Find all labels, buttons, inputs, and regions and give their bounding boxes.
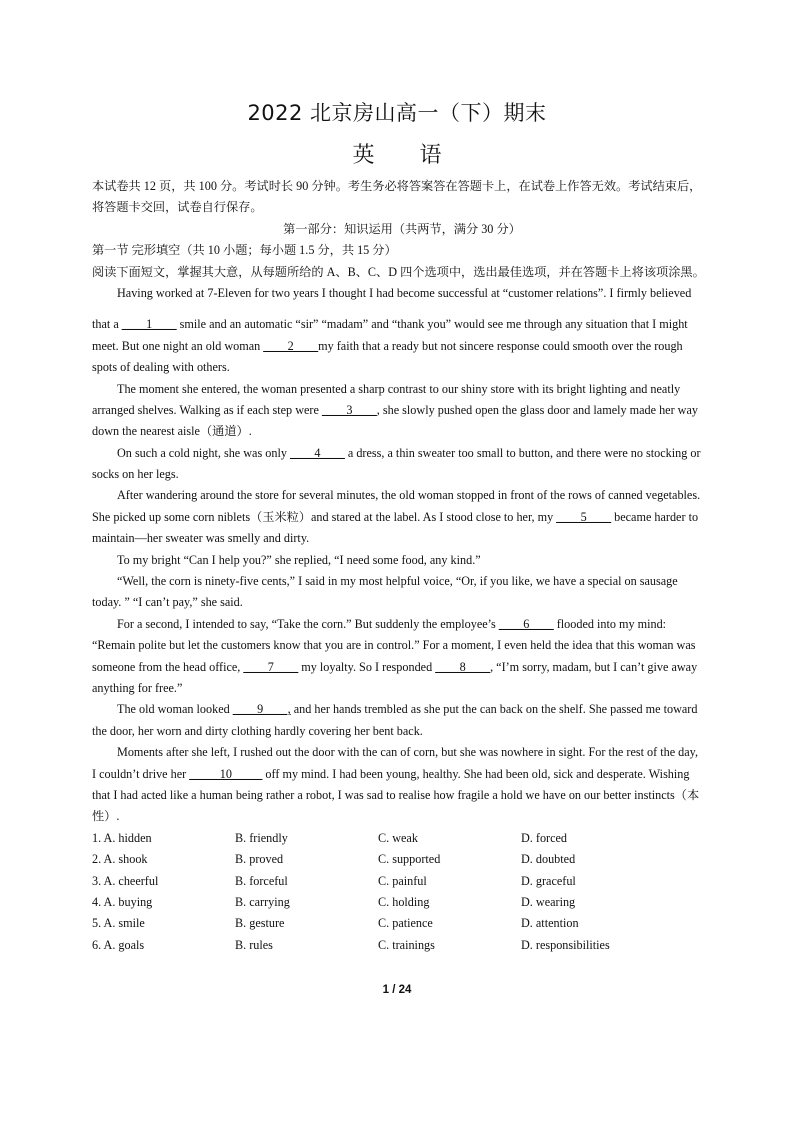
passage-line: She picked up some corn niblets（玉米粒）and stared at the label. As I stood close to her, my ____5____ became harder to xyxy=(92,509,699,524)
option-c: C. holding xyxy=(378,894,430,909)
passage-line: The old woman looked ____9____, and her hands trembled as she put the can back on the shelf. She passed me toward xyxy=(117,702,698,717)
option-c: C. weak xyxy=(378,830,418,845)
passage-line: The moment she entered, the woman presented a sharp contrast to our shiny store with its bright lighting and neatly xyxy=(117,381,681,396)
option-b: B. gesture xyxy=(235,916,285,931)
passage-line: meet. But one night an old woman ____2____my faith that a ready but not sincere response could smooth over the rough xyxy=(92,338,683,353)
option-d: D. wearing xyxy=(521,894,576,909)
option-c: C. painful xyxy=(378,873,427,888)
option-b: B. carrying xyxy=(235,894,290,909)
passage-line: For a second, I intended to say, “Take the corn.” But suddenly the employee’s ____6____ flooded into my mind: xyxy=(117,616,667,631)
passage-line: After wandering around the store for several minutes, the old woman stopped in front of the rows of canned vegetables. xyxy=(117,488,701,503)
blank-5: ____5____ xyxy=(556,509,612,524)
option-a: 2. A. shook xyxy=(92,852,148,867)
passage-line: spots of dealing with others. xyxy=(92,360,230,375)
option-b: B. friendly xyxy=(235,830,288,845)
exam-title: 2022 北京房山高一（下）期末 xyxy=(247,101,547,125)
passage-line: anything for free.” xyxy=(92,680,183,695)
passage-line: Having worked at 7-Eleven for two years I thought I had become successful at “customer relations”. I firmly believed xyxy=(117,285,692,300)
passage-line: socks on her legs. xyxy=(92,467,179,482)
blank-10: _____10_____ xyxy=(189,766,263,781)
passage-line: “Well, the corn is ninety-five cents,” I said in my most helpful voice, “Or, if you like, we have a special on sausage xyxy=(117,574,678,589)
passage-line: that I had acted like a human being rather a robot, I was sad to realise how fragile a hold we have on our better instincts（本 xyxy=(92,787,700,802)
option-d: D. forced xyxy=(521,830,568,845)
passage-line: I couldn’t drive her _____10_____ off my mind. I had been young, healthy. She had been old, sick and desperate. Wishing xyxy=(92,766,690,781)
option-d: D. graceful xyxy=(521,873,576,888)
passage-line: Moments after she left, I rushed out the door with the can of corn, but she was nowhere in sight. For the rest of the day, xyxy=(117,745,699,760)
option-c: C. patience xyxy=(378,916,433,931)
passage-line: today. ” “I can’t pay,” she said. xyxy=(92,595,243,610)
passage-line: down the nearest aisle（通道）. xyxy=(92,424,252,439)
options-grid xyxy=(92,828,712,956)
blank-9: ____9____, xyxy=(232,702,291,717)
blank-4: ____4____ xyxy=(289,445,345,460)
option-a: 1. A. hidden xyxy=(92,830,152,845)
exam-body xyxy=(92,176,712,956)
option-a: 4. A. buying xyxy=(92,894,153,909)
passage-line: someone from the head office, ____7____ my loyalty. So I responded ____8____, “I’m sorry, madam, but I can’t give away xyxy=(92,659,698,674)
option-b: B. forceful xyxy=(235,873,288,888)
part-heading: 第一部分：知识运用（共两节，满分 30 分） xyxy=(283,221,521,236)
passage-line: On such a cold night, she was only ____4____ a dress, a thin sweater too small to button, and there were no stocking or xyxy=(117,445,701,460)
option-d: D. responsibilities xyxy=(521,937,610,952)
option-d: D. doubted xyxy=(521,852,576,867)
passage-line: “Remain polite but let the customers know that you are in control.” For a moment, I even held the idea that this woman was xyxy=(92,638,696,653)
intro-line: 本试卷共 12 页，共 100 分。考试时长 90 分钟。考生务必将答案答在答题卡上，在试卷上作答无效。考试结束后， xyxy=(92,179,702,193)
option-c: C. trainings xyxy=(378,937,435,952)
blank-2: ____2____ xyxy=(263,338,319,353)
instruction-text: 阅读下面短文，掌握其大意，从每题所给的 A、B、C、D 四个选项中，选出最佳选项，并在答题卡上将该项涂黑。 xyxy=(92,264,705,279)
passage-line: that a ____1____ smile and an automatic “sir” “madam” and “thank you” would see me through any situation that I might xyxy=(92,317,688,332)
option-b: B. rules xyxy=(235,937,273,952)
passage-line: 性）. xyxy=(92,809,120,824)
blank-1: ____1____ xyxy=(121,317,177,332)
option-c: C. supported xyxy=(378,852,441,867)
option-d: D. attention xyxy=(521,916,579,931)
option-a: 5. A. smile xyxy=(92,916,145,931)
blank-3: ____3____ xyxy=(321,402,377,417)
passage-line: arranged shelves. Walking as if each step were ____3____, she slowly pushed open the glass door and lamely made her way xyxy=(92,402,698,417)
intro-line: 将答题卡交回，试卷自行保存。 xyxy=(92,200,263,215)
blank-6: ____6____ xyxy=(498,616,554,631)
blank-7: ____7____ xyxy=(243,659,299,674)
option-a: 3. A. cheerful xyxy=(92,873,159,888)
passage-line: the door, her worn and dirty clothing hardly covering her bent back. xyxy=(92,723,423,738)
passage-line: To my bright “Can I help you?” she replied, “I need some food, any kind.” xyxy=(117,552,481,567)
passage-line: maintain—her sweater was smelly and dirty. xyxy=(92,531,310,546)
blank-8: ____8____ xyxy=(435,659,491,674)
subject-title: 英 语 xyxy=(352,143,442,168)
page-number: 1 / 24 xyxy=(382,984,412,996)
option-a: 6. A. goals xyxy=(92,937,145,952)
option-b: B. proved xyxy=(235,852,284,867)
section-heading: 第一节 完形填空（共 10 小题；每小题 1.5 分，共 15 分） xyxy=(92,243,397,258)
